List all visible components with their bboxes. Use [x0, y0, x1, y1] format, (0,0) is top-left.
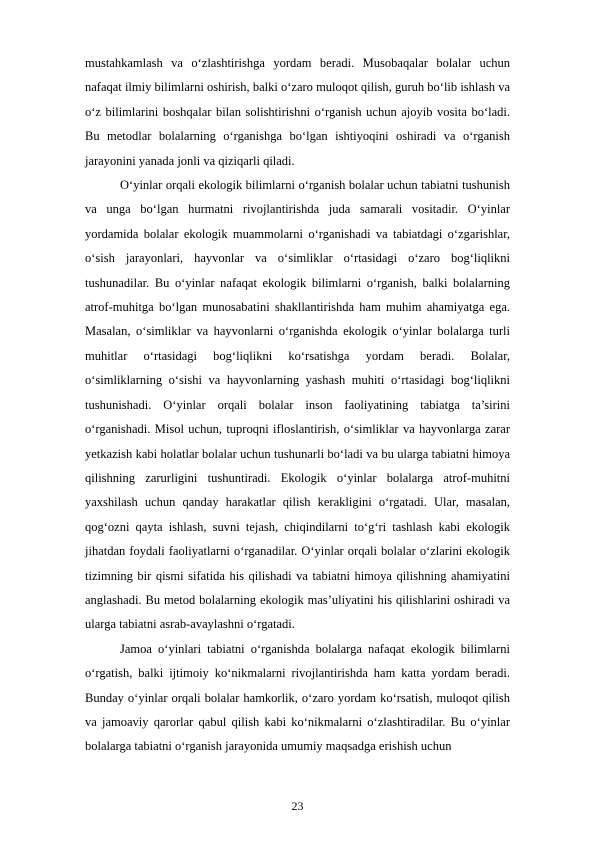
paragraph-continuation: mustahkamlash va o‘zlashtirishga yordam beradi. Musobaqalar bolalar uchun nafaqat ilmiy bilimlarni oshirish, balki o‘zaro muloqot qilish, guruh bo‘lib ishlash va o‘z bilimlarini boshqalar bilan solishtirishni o‘rganish uchun ajoyib vosita bo‘ladi. Bu metodlar bolalarning o‘rganishga bo‘lgan ishtiyoqini oshiradi va o‘rganish jarayonini yanada jonli va qiziqarli qiladi. [85, 56, 510, 168]
paragraph-team-games: Jamoa o‘yinlari tabiatni o‘rganishda bolalarga nafaqat ekologik bilimlarni o‘rgatish, balki ijtimoiy ko‘nikmalarni rivojlantirishda ham katta yordam beradi. Bunday o‘yinlar orqali bolalar hamkorlik, o‘zaro yordam ko‘rsatish, muloqot qilish va jamoaviy qarorlar qabul qilish kabi ko‘nikmalarni o‘zlashtiradilar. Bu o‘yinlar bolalarga tabiatni o‘rganish jarayonida umumiy maqsadga erishish uchun [85, 641, 510, 754]
paragraph-ecological-games: O‘yinlar orqali ekologik bilimlarni o‘rganish bolalar uchun tabiatni tushunish va unga bo‘lgan hurmatni rivojlantirishda juda samarali vositadir. O‘yinlar yordamida bolalar ekologik muammolarni o‘rganishadi va tabiatdagi o‘zgarishlar, o‘sish jarayonlari, hayvonlar va o‘simliklar o‘rtasidagi o‘zaro bog‘liqlikni tushunadilar. Bu o‘yinlar nafaqat ekologik bilimlarni o‘rganish, balki bolalarning atrof-muhitga bo‘lgan munosabatini shakllantirishda ham muhim ahamiyatga ega. Masalan, o‘simliklar va hayvonlarni o‘rganishda ekologik o‘yinlar bolalarga turli muhitlar o‘rtasidagi bog‘liqlikni ko‘rsatishga yordam beradi. Bolalar, o‘simliklarning o‘sishi va hayvonlarning yashash muhiti o‘rtasidagi bog‘liqlikni tushunishadi. O‘yinlar orqali bolalar inson faoliyatining tabiatga ta’sirini o‘rganishadi. Misol uchun, tuproqni ifloslantirish, o‘simliklar va hayvonlarga zarar yetkazish kabi holatlar bolalar uchun tushunarli bo‘ladi va bu ularga tabiatni himoya qilishning zarurligini tushuntiradi. Ekologik o‘yinlar bolalarga atrof-muhitni yaxshilash uchun qanday harakatlar qilish kerakligini o‘rgatadi. Ular, masalan, qog‘ozni qayta ishlash, suvni tejash, chiqindilarni to‘g‘ri tashlash kabi ekologik jihatdan foydali faoliyatlarni o‘rganadilar. O‘yinlar orqali bolalar o‘zlarini ekologik tizimning bir qismi sifatida his qilishadi va tabiatni himoya qilishning ahamiyatini anglashadi. Bu metod bolalarning ekologik mas’uliyatini his qilishlarini oshiradi va ularga tabiatni asrab-avaylashni o‘rgatadi. [85, 178, 510, 632]
page-number: 23 [291, 799, 304, 813]
body-text [85, 51, 510, 759]
